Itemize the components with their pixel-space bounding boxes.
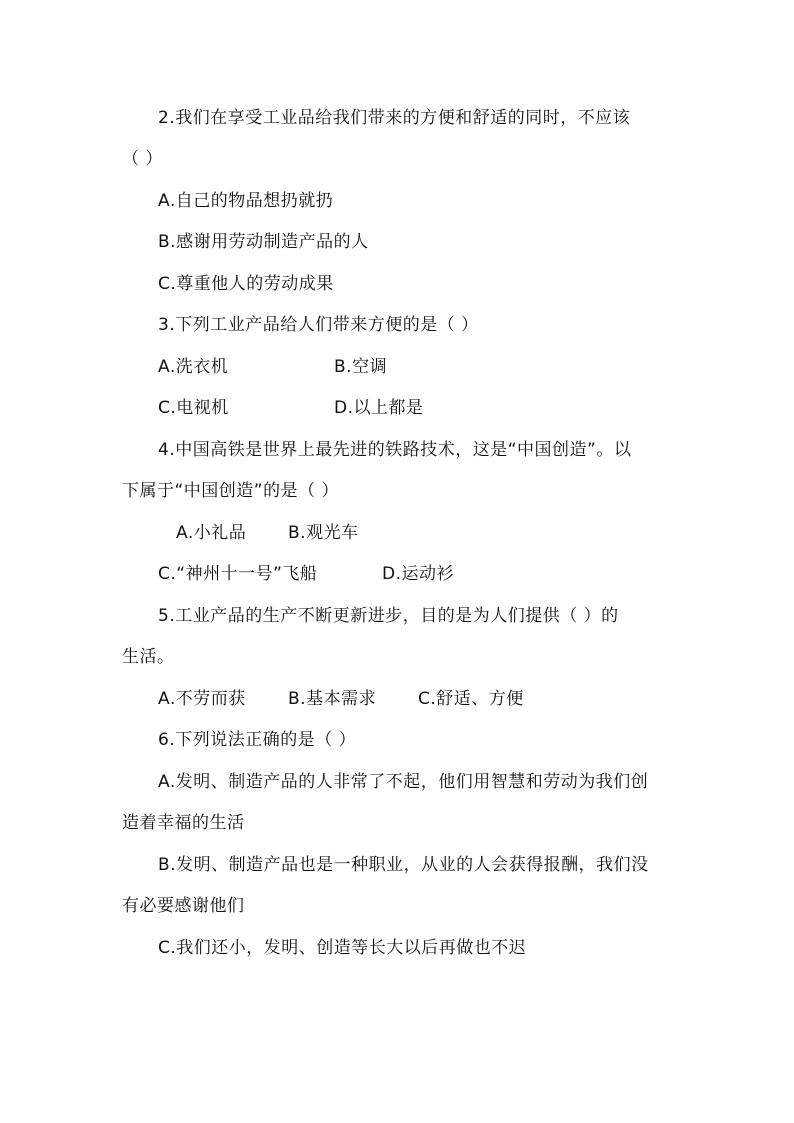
q3-stem: 3.下列工业产品给人们带来方便的是（ ）: [158, 315, 479, 335]
q6-stem: 6.下列说法正确的是（ ）: [158, 730, 357, 750]
q5-option-c: C.舒适、方便: [418, 689, 524, 709]
q4-option-a: A.小礼品: [176, 523, 247, 543]
q2-option-c: C.尊重他人的劳动成果: [158, 274, 334, 294]
q6-option-b-line1: B.发明、制造产品也是一种职业，从业的人会获得报酬，我们没: [158, 855, 649, 875]
q2-option-a: A.自己的物品想扔就扔: [158, 191, 334, 211]
q6-option-c: C.我们还小，发明、创造等长大以后再做也不迟: [158, 938, 527, 958]
q4-stem-line2: 下属于“中国创造”的是（ ）: [122, 481, 340, 501]
q6-option-b-line2: 有必要感谢他们: [122, 896, 245, 916]
q3-option-a: A.洗衣机: [158, 357, 229, 377]
q2-option-b: B.感谢用劳动制造产品的人: [158, 232, 369, 252]
q3-option-c: C.电视机: [158, 398, 229, 418]
q5-stem-line1: 5.工业产品的生产不断更新进步，目的是为人们提供（ ）的: [158, 606, 619, 626]
q2-stem-line2: （ ）: [122, 149, 163, 169]
q6-option-a-line1: A.发明、制造产品的人非常了不起，他们用智慧和劳动为我们创: [158, 772, 649, 792]
q5-option-a: A.不劳而获: [158, 689, 246, 709]
q5-option-b: B.基本需求: [288, 689, 377, 709]
q4-option-c: C.“神州十一号”飞船: [158, 564, 318, 584]
q4-stem-line1: 4.中国高铁是世界上最先进的铁路技术，这是“中国创造”。以: [158, 440, 632, 460]
q3-option-b: B.空调: [334, 357, 388, 377]
q3-option-d: D.以上都是: [334, 398, 424, 418]
q4-option-d: D.运动衫: [382, 564, 454, 584]
q6-option-a-line2: 造着幸福的生活: [122, 813, 245, 833]
q5-stem-line2: 生活。: [122, 647, 175, 667]
q2-stem-line1: 2.我们在享受工业品给我们带来的方便和舒适的同时，不应该: [158, 108, 631, 128]
q4-option-b: B.观光车: [288, 523, 359, 543]
